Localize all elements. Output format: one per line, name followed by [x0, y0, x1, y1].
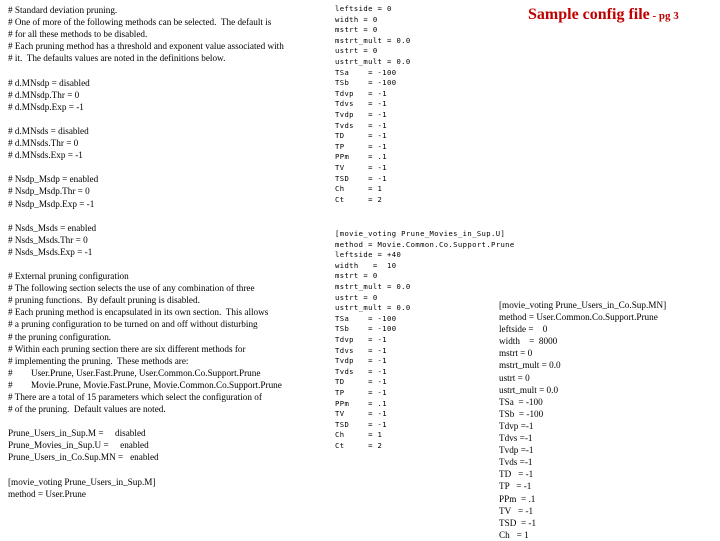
config-line: TSa = -100	[499, 396, 543, 407]
config-line: PPm = .1	[335, 152, 387, 162]
config-line: ustrt = 0	[499, 372, 530, 383]
config-line: TSa = -100	[335, 67, 397, 77]
config-line: Tdvs = -1	[335, 99, 387, 109]
config-line: [movie_voting Prune_Users_in_Sup.M]	[8, 476, 156, 487]
title-main: Sample config file	[528, 6, 650, 23]
config-line: # There are a total of 15 parameters which select the configuration of	[8, 392, 262, 402]
config-line: # the pruning configuration.	[8, 331, 112, 342]
config-line: # Each pruning method has a threshold and exponent value associated with	[8, 41, 284, 52]
config-line: TSa = -100	[335, 313, 397, 323]
config-line: TSD = -1	[335, 173, 387, 183]
config-line: TP = -1	[499, 481, 532, 492]
config-line: TSD = -1	[499, 517, 537, 528]
config-line: # Each pruning method is encapsulated in its own section. This allows	[8, 307, 269, 318]
config-line: # Standard deviation pruning.	[8, 5, 118, 15]
config-line: PPm = .1	[499, 493, 536, 504]
right-config-column	[499, 299, 666, 541]
config-line: # Nsds_Msds.Exp = -1	[8, 246, 93, 257]
config-line: TD = -1	[335, 377, 387, 387]
config-line: mstrt_mult = 0.0	[335, 281, 411, 291]
config-line: Tdvs =-1	[499, 433, 533, 444]
config-line: TV = -1	[335, 162, 387, 172]
config-line: # for all these methods to be disabled.	[8, 29, 148, 40]
config-line: Tvdp = -1	[335, 356, 387, 366]
config-line: ustrt_mult = 0.0	[499, 384, 559, 395]
config-line: mstrt = 0	[335, 271, 378, 281]
config-line: TD = -1	[499, 469, 534, 480]
config-line: method = User.Common.Co.Support.Prune	[499, 312, 658, 323]
config-line: Prune_Users_in_Sup.M = disabled	[8, 428, 146, 439]
config-line: leftside = 0	[499, 324, 548, 335]
config-line: TSb = -100	[335, 78, 397, 88]
middle-config-block-2	[335, 229, 515, 451]
config-line: ustrt = 0	[335, 292, 378, 302]
config-line	[8, 113, 284, 125]
config-line: Tvds = -1	[335, 366, 387, 376]
config-line: width = 0	[335, 14, 378, 24]
config-line: # Nsdp_Msdp = enabled	[8, 174, 99, 185]
config-line: # it. The defaults values are noted in the definitions below.	[8, 53, 226, 64]
config-line: width = 10	[335, 260, 397, 270]
config-line: [movie_voting Prune_Users_in_Co.Sup.MN]	[499, 300, 667, 310]
config-line: mstrt_mult = 0.0	[335, 35, 411, 45]
config-line: # a pruning configuration to be turned on and off without disturbing	[8, 319, 258, 330]
config-line: # One of more of the following methods can be selected. The default is	[8, 17, 272, 28]
config-line: ustrt = 0	[335, 46, 378, 56]
middle-config-block-1	[335, 4, 411, 205]
config-line: # Within each pruning section there are six different methods for	[8, 343, 246, 354]
config-line: Ch = 1	[335, 430, 383, 440]
config-line: [movie_voting Prune_Movies_in_Sup.U]	[335, 229, 506, 238]
config-line: mstrt_mult = 0.0	[499, 360, 561, 371]
config-line: TV = -1	[335, 409, 387, 419]
config-line: TSb = -100	[499, 408, 544, 419]
config-line: # pruning functions. By default pruning is disabled.	[8, 295, 200, 306]
config-line: # Nsds_Msds = enabled	[8, 222, 97, 233]
config-line	[8, 464, 284, 476]
config-line: Tdvp = -1	[335, 334, 387, 344]
config-line: # Nsds_Msds.Thr = 0	[8, 234, 88, 245]
config-line: # Nsdp_Msdp.Thr = 0	[8, 186, 90, 197]
config-line: mstrt = 0	[499, 348, 533, 359]
config-line: Ch = 1	[335, 184, 383, 194]
config-line	[8, 258, 284, 270]
config-line: # Nsdp_Msdp.Exp = -1	[8, 198, 95, 209]
config-line: TV = -1	[499, 505, 534, 516]
config-line: # of the pruning. Default values are noted.	[8, 404, 166, 415]
config-line: leftside = 0	[335, 4, 392, 13]
config-line: Tvds =-1	[499, 457, 533, 468]
page-title	[528, 6, 679, 24]
config-line: width = 8000	[499, 336, 558, 347]
config-line: TP = -1	[335, 387, 387, 397]
config-line: Ct = 2	[335, 440, 383, 450]
config-line: Tvdp = -1	[335, 109, 387, 119]
config-line	[8, 64, 284, 76]
config-line: Prune_Movies_in_Sup.U = enabled	[8, 440, 149, 451]
config-line: # The following section selects the use of any combination of three	[8, 283, 255, 294]
config-line: # Movie.Prune, Movie.Fast.Prune, Movie.Common.Co.Support.Prune	[8, 379, 282, 390]
config-line: Tdvp =-1	[499, 420, 534, 431]
config-line: # d.MNsdp.Thr = 0	[8, 89, 80, 100]
config-line: # User.Prune, User.Fast.Prune, User.Common.Co.Support.Prune	[8, 367, 261, 378]
config-line: # External pruning configuration	[8, 271, 129, 282]
config-line	[8, 415, 284, 427]
config-line: leftside = +40	[335, 250, 402, 260]
config-line: Prune_Users_in_Co.Sup.MN = enabled	[8, 452, 159, 463]
config-line	[8, 210, 284, 222]
config-line: ustrt_mult = 0.0	[335, 56, 411, 66]
config-line: PPm = .1	[335, 398, 387, 408]
config-line: # d.MNsds.Thr = 0	[8, 138, 79, 149]
config-line: Ch = 1	[499, 529, 529, 540]
config-line: mstrt = 0	[335, 25, 378, 35]
config-line: method = Movie.Common.Co.Support.Prune	[335, 239, 515, 249]
config-line: # implementing the pruning. These methods are:	[8, 355, 189, 366]
config-line: Ct = 2	[335, 194, 383, 204]
config-line: Tvdp =-1	[499, 445, 534, 456]
config-line: # d.MNsds = disabled	[8, 125, 89, 136]
config-line: TSD = -1	[335, 419, 387, 429]
title-page-number: - pg 3	[649, 10, 679, 22]
config-line: # d.MNsdp.Exp = -1	[8, 101, 84, 112]
config-line	[8, 161, 284, 173]
config-line: ustrt_mult = 0.0	[335, 303, 411, 313]
config-line: TSb = -100	[335, 324, 397, 334]
config-line: # d.MNsdp = disabled	[8, 77, 90, 88]
config-line: Tvds = -1	[335, 120, 387, 130]
config-line: Tdvp = -1	[335, 88, 387, 98]
config-line: Tdvs = -1	[335, 345, 387, 355]
config-line: method = User.Prune	[8, 488, 86, 499]
config-line: TD = -1	[335, 131, 387, 141]
config-line: TP = -1	[335, 141, 387, 151]
config-line: # d.MNsds.Exp = -1	[8, 150, 83, 161]
left-config-column	[8, 4, 284, 500]
